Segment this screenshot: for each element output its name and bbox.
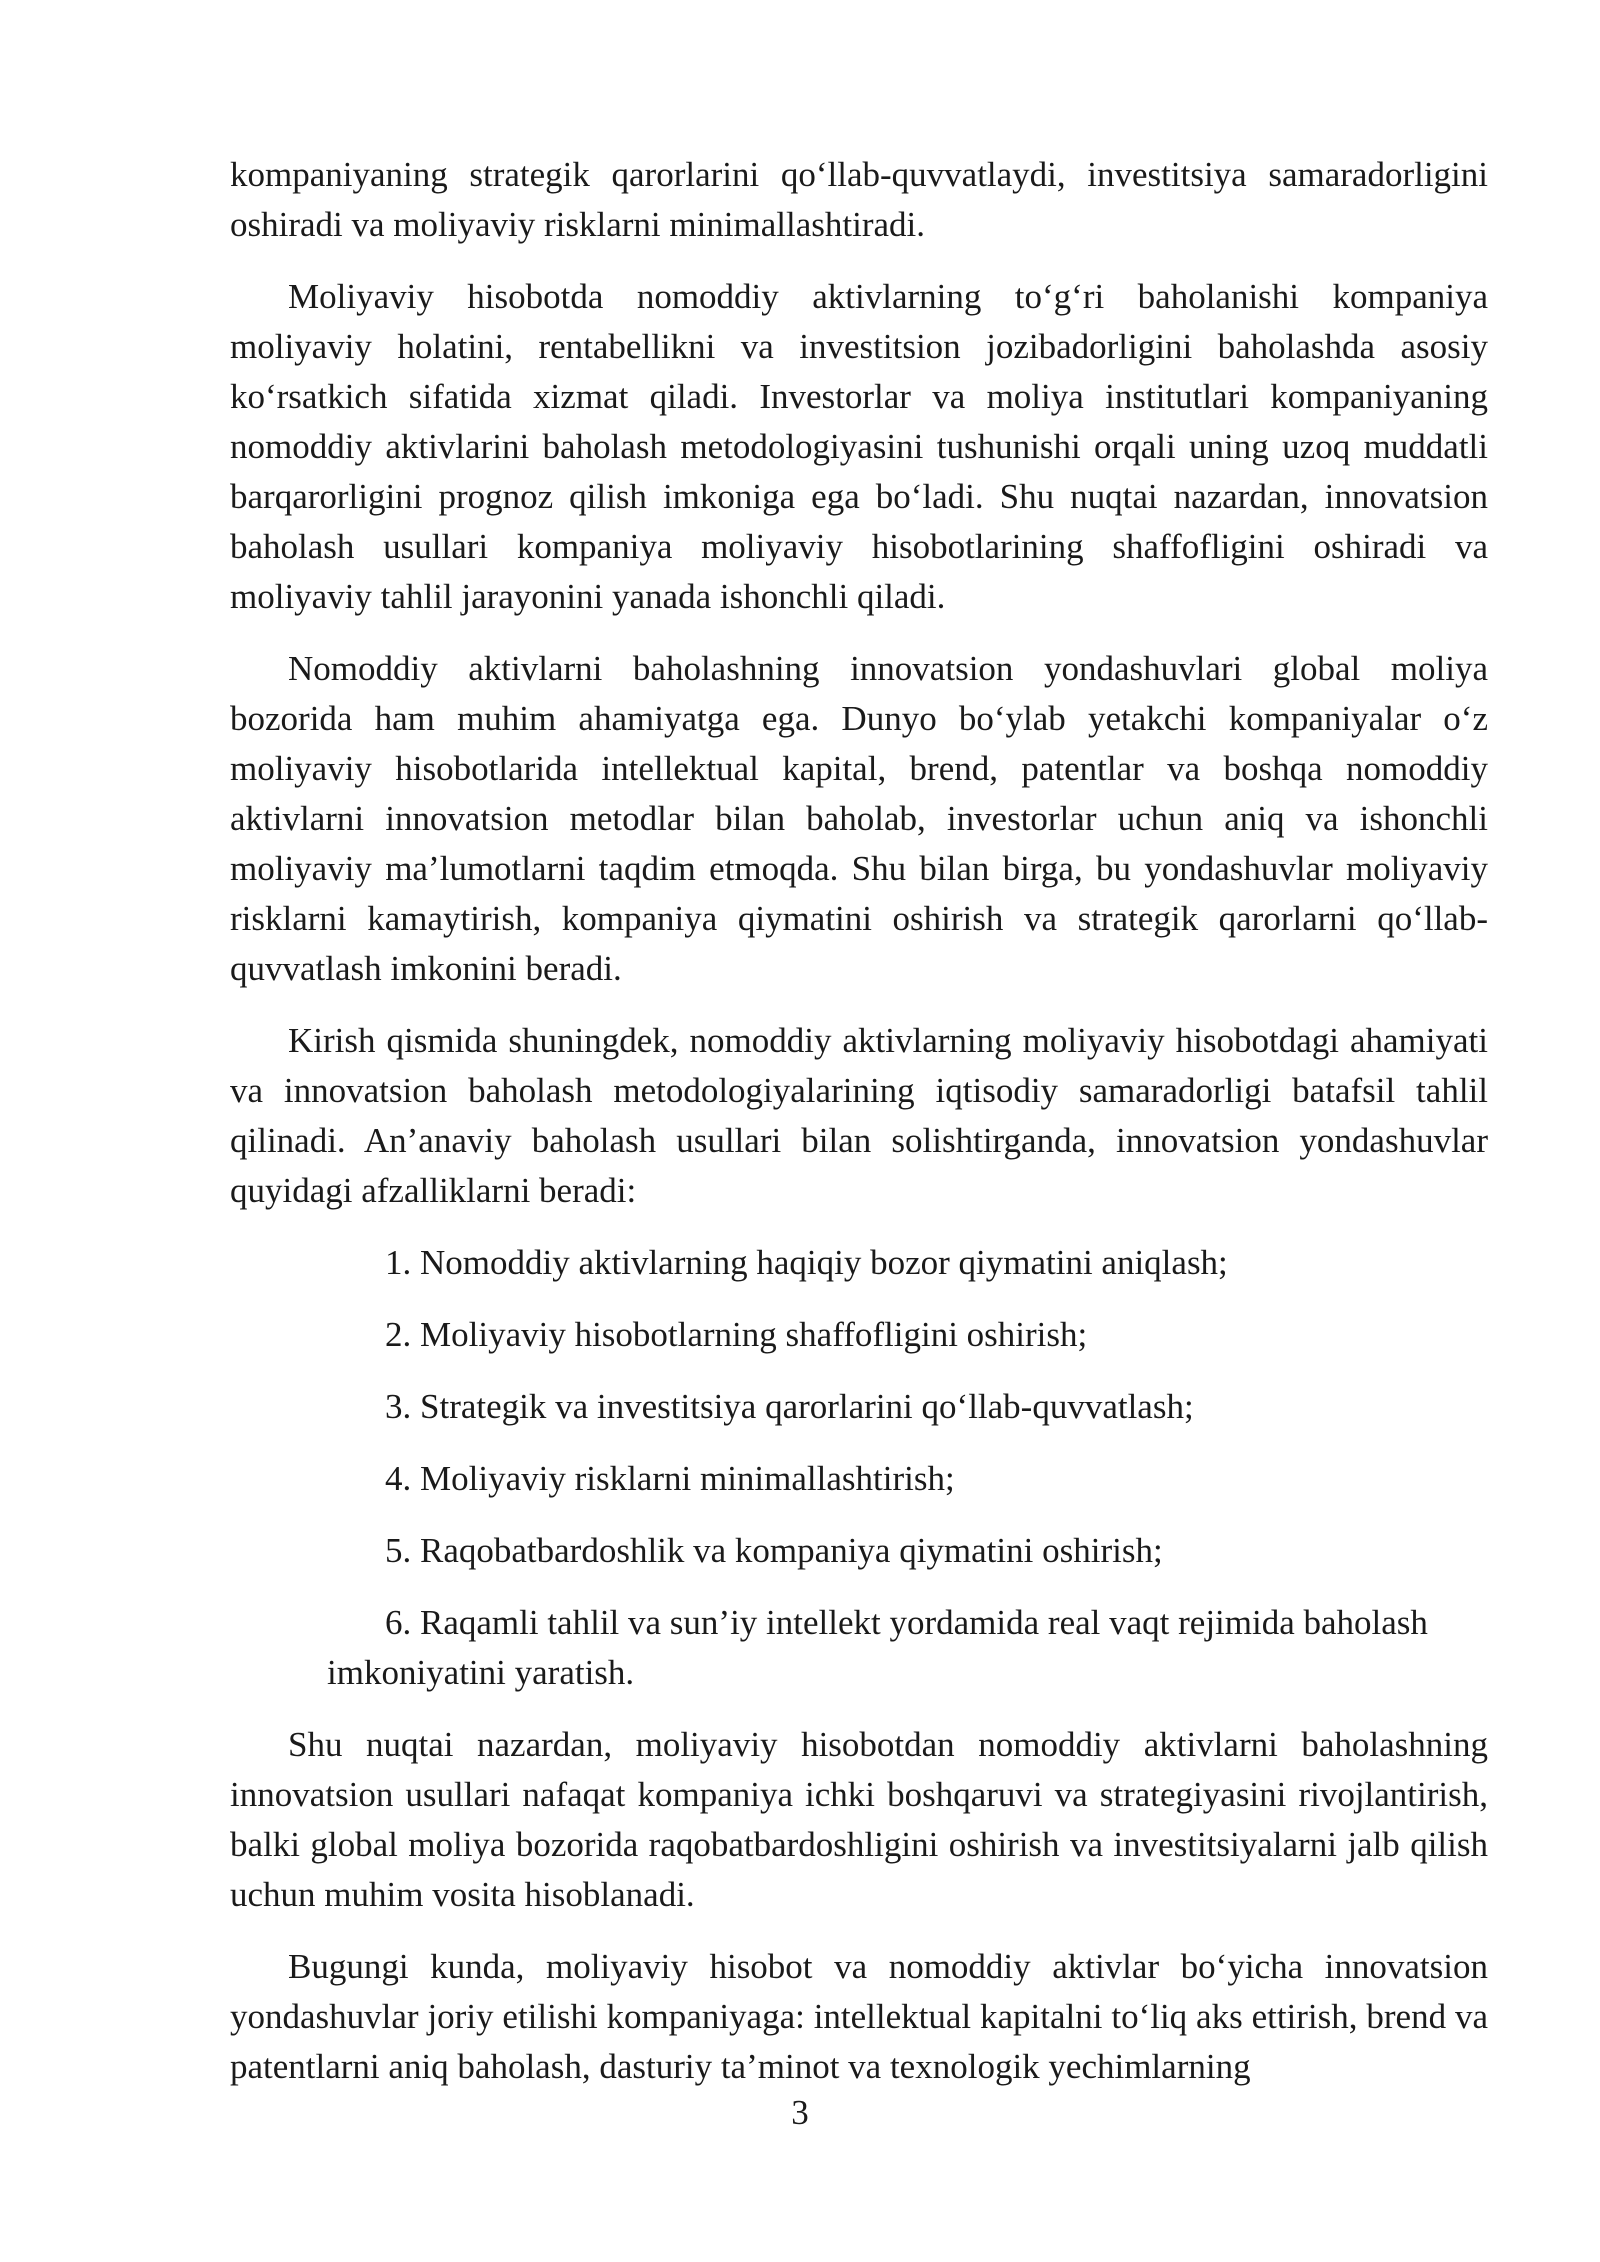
list-item: 2. Moliyaviy hisobotlarning shaffofligini oshirish; (385, 1315, 1088, 1354)
list-item: 4. Moliyaviy risklarni minimallashtirish; (385, 1459, 955, 1498)
document-page (230, 150, 1488, 2114)
paragraph: kompaniyaning strategik qarorlarini qo‘llab-quvvatlaydi, investitsiya samaradorligini oshiradi va moliyaviy risklarni minimallashtiradi. (230, 155, 1488, 244)
list-item: 1. Nomoddiy aktivlarning haqiqiy bozor qiymatini aniqlash; (385, 1243, 1228, 1282)
list-item: 5. Raqobatbardoshlik va kompaniya qiymatini oshirish; (385, 1531, 1163, 1570)
list-item: 6. Raqamli tahlil va sun’iy intellekt yordamida real vaqt rejimida baholash imkoniyatini yaratish. (327, 1603, 1428, 1692)
paragraph: Moliyaviy hisobotda nomoddiy aktivlarning to‘g‘ri baholanishi kompaniya moliyaviy holatini, rentabellikni va investitsion jozibadorligini baholashda asosiy ko‘rsatkich sifatida xizmat qiladi. Investorlar va moliya institutlari kompaniyaning nomoddiy aktivlarini baholash metodologiyasini tushunishi orqali uning uzoq muddatli barqarorligini prognoz qilish imkoniga ega bo‘ladi. Shu nuqtai nazardan, innovatsion baholash usullari kompaniya moliyaviy hisobotlarining shaffofligini oshiradi va moliyaviy tahlil jarayonini yanada ishonchli qiladi. (230, 277, 1488, 616)
paragraph: Kirish qismida shuningdek, nomoddiy aktivlarning moliyaviy hisobotdagi ahamiyati va innovatsion baholash metodologiyalarining iqtisodiy samaradorligi batafsil tahlil qilinadi. An’anaviy baholash usullari bilan solishtirganda, innovatsion yondashuvlar quyidagi afzalliklarni beradi: (230, 1021, 1488, 1210)
paragraph: Bugungi kunda, moliyaviy hisobot va nomoddiy aktivlar bo‘yicha innovatsion yondashuvlar joriy etilishi kompaniyaga: intellektual kapitalni to‘liq aks ettirish, brend va patentlarni aniq baholash, dasturiy ta’minot va texnologik yechimlarning (230, 1947, 1488, 2086)
page-number: 3 (791, 2093, 809, 2132)
list-item: 3. Strategik va investitsiya qarorlarini qo‘llab-quvvatlash; (385, 1387, 1194, 1426)
paragraph: Nomoddiy aktivlarni baholashning innovatsion yondashuvlari global moliya bozorida ham muhim ahamiyatga ega. Dunyo bo‘ylab yetakchi kompaniyalar o‘z moliyaviy hisobotlarida intellektual kapital, brend, patentlar va boshqa nomoddiy aktivlarni innovatsion metodlar bilan baholab, investorlar uchun aniq va ishonchli moliyaviy ma’lumotlarni taqdim etmoqda. Shu bilan birga, bu yondashuvlar moliyaviy risklarni kamaytirish, kompaniya qiymatini oshirish va strategik qarorlarni qo‘llab-quvvatlash imkonini beradi. (230, 649, 1488, 988)
paragraph: Shu nuqtai nazardan, moliyaviy hisobotdan nomoddiy aktivlarni baholashning innovatsion usullari nafaqat kompaniya ichki boshqaruvi va strategiyasini rivojlantirish, balki global moliya bozorida raqobatbardoshligini oshirish va investitsiyalarni jalb qilish uchun muhim vosita hisoblanadi. (230, 1725, 1488, 1914)
numbered-list (230, 1238, 1488, 1698)
